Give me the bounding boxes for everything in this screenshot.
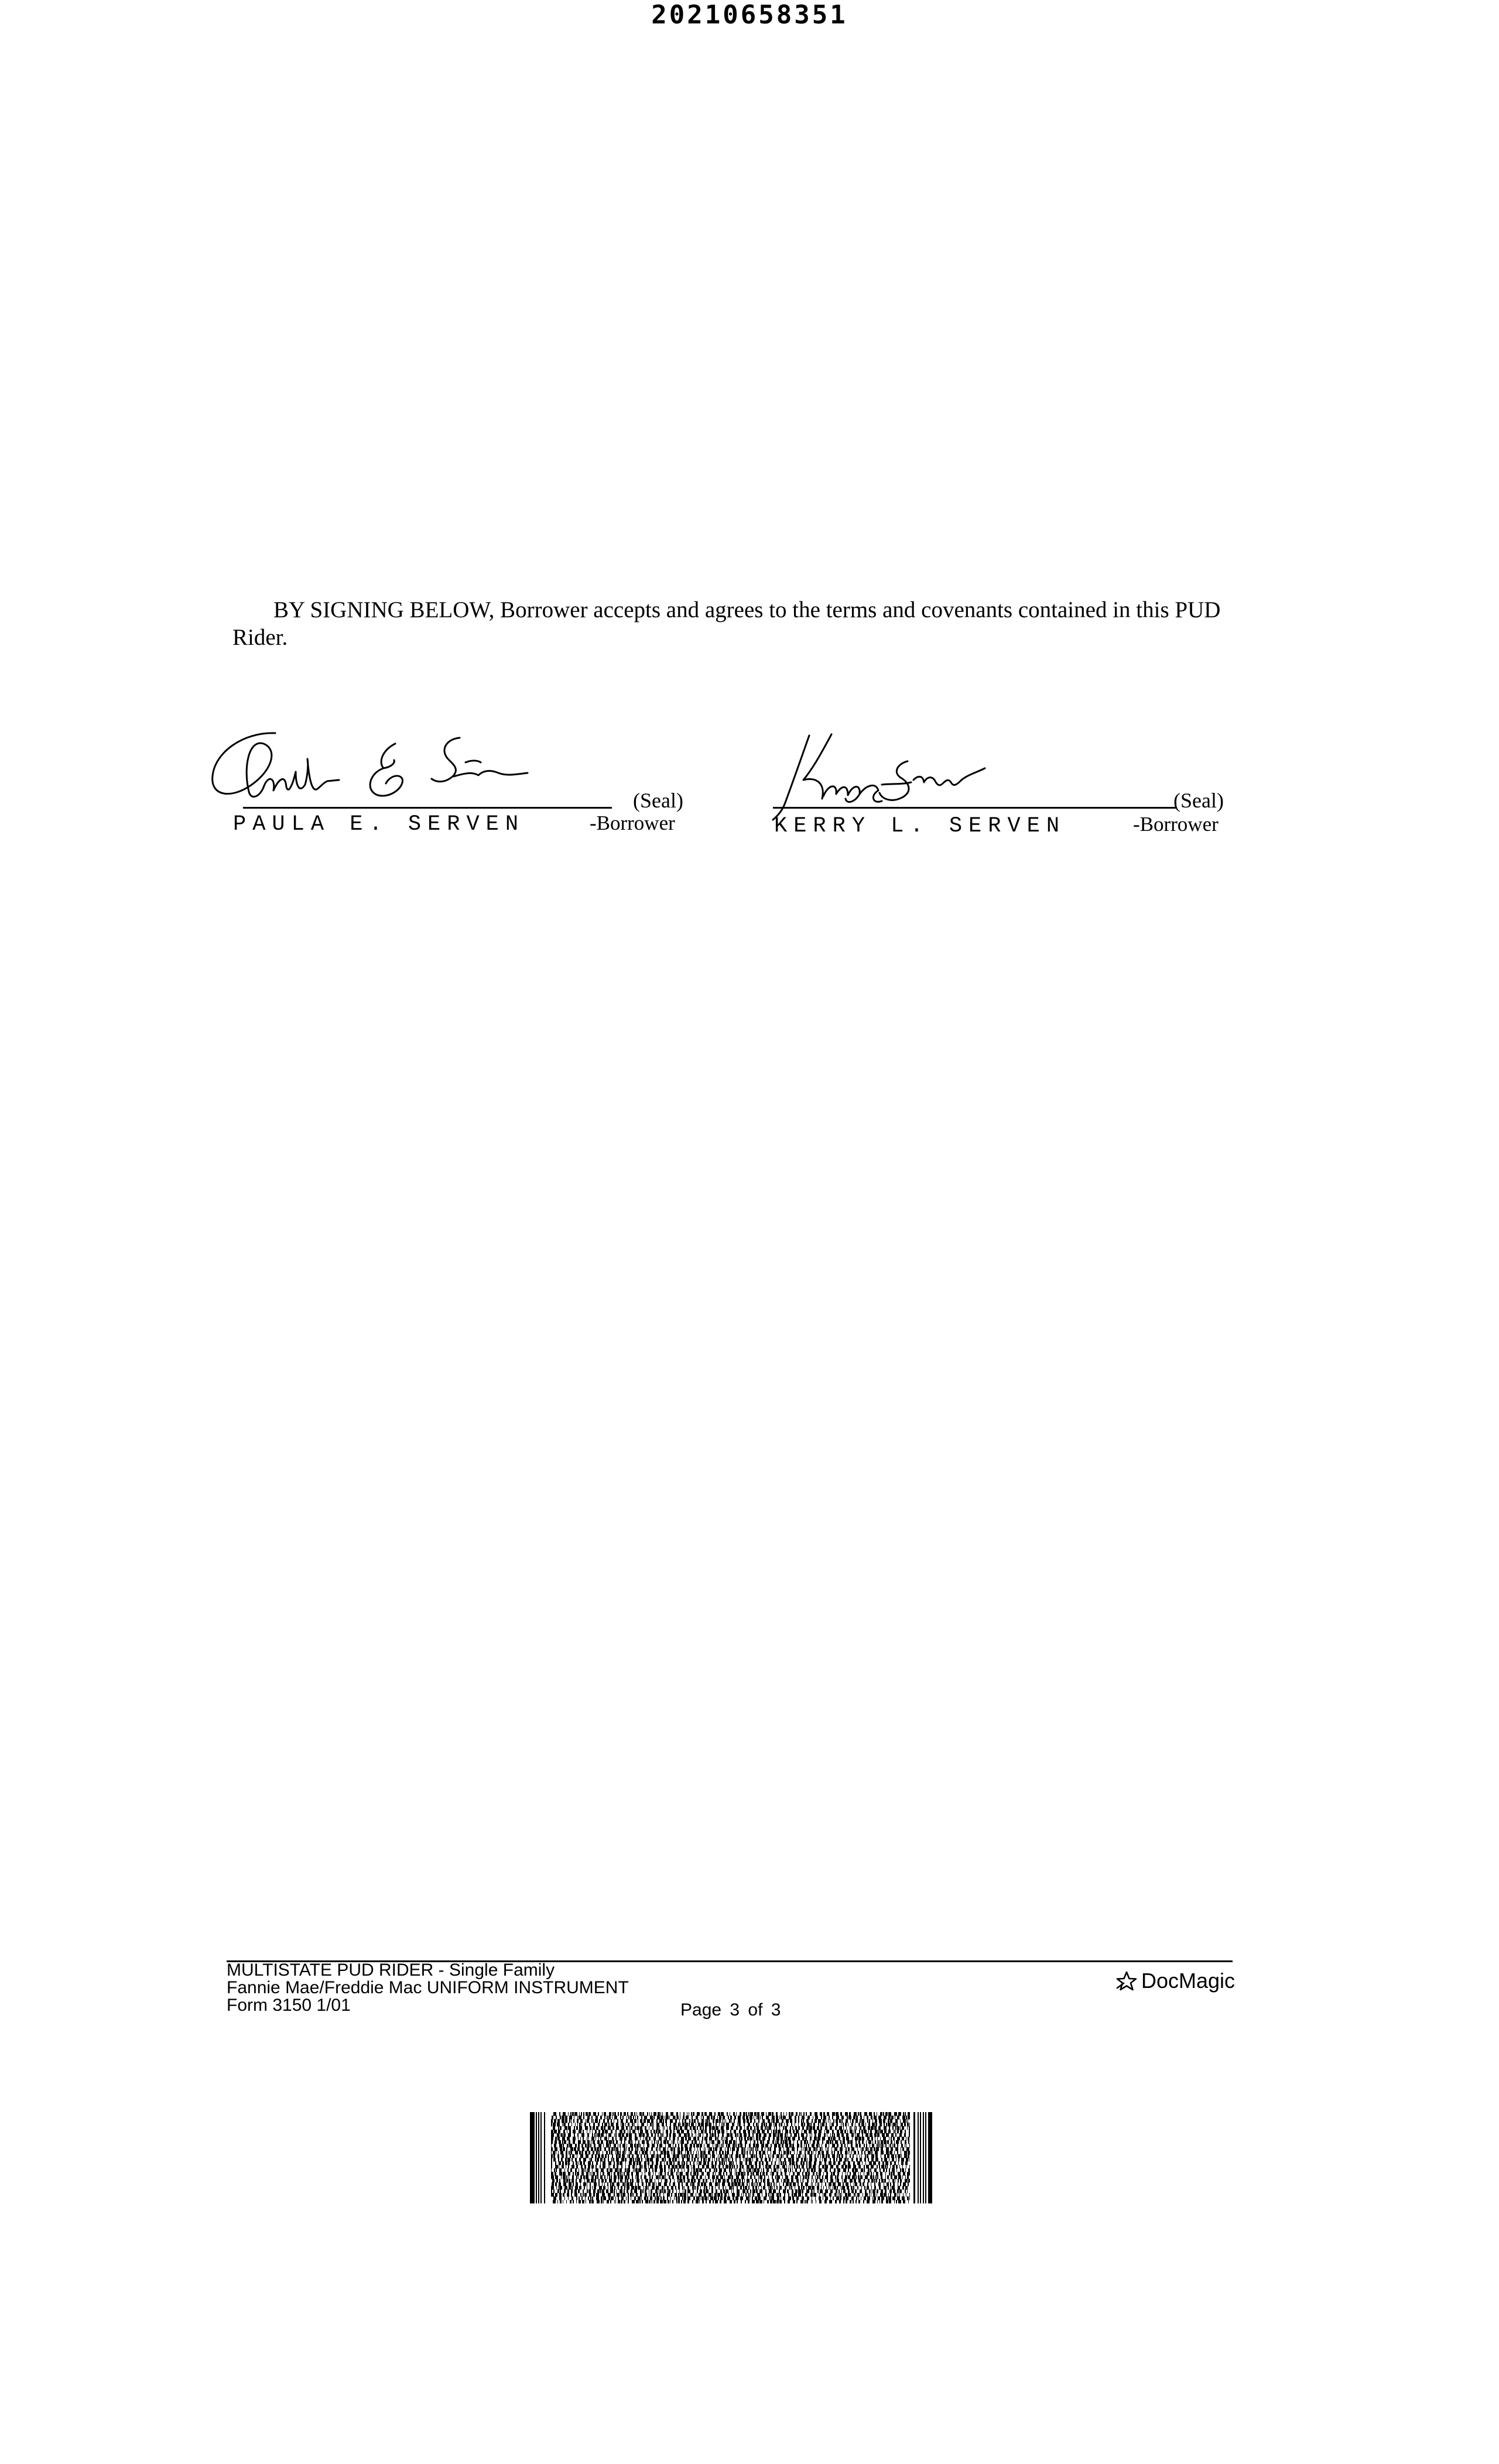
signature-kerry [767,726,1072,826]
form-number: Form 3150 1/01 [227,1996,351,2015]
signature-block-kerry [767,726,1236,855]
typed-name-paula: PAULA E. SERVEN [233,812,525,837]
borrower-label-kerry: -Borrower [1133,813,1219,836]
star-outline-icon [1115,1970,1138,1991]
signature-paula [208,726,618,820]
typed-name-kerry: KERRY L. SERVEN [774,814,1066,839]
agreement-line-2: Rider. [232,625,288,650]
document-number: 20210658351 [651,0,848,30]
form-source: Fannie Mae/Freddie Mac UNIFORM INSTRUMENT [227,1978,629,1997]
brand-name: DocMagic [1141,1969,1236,1993]
form-info [227,1962,629,2014]
signature-line-kerry [773,807,1177,809]
signature-block-paula [208,726,688,855]
seal-label-kerry: (Seal) [1173,789,1224,812]
signature-line-paula [243,807,612,809]
agreement-paragraph [232,596,1251,651]
seal-label-paula: (Seal) [633,789,683,812]
page-number: Page 3 of 3 [680,2000,781,2020]
form-title: MULTISTATE PUD RIDER - Single Family [227,1960,555,1980]
docmagic-logo [1115,1969,1235,1993]
borrower-label-paula: -Borrower [590,812,675,834]
barcode [530,2112,932,2203]
agreement-line-1: BY SIGNING BELOW, Borrower accepts and agrees to the terms and covenants contained in this PUD [273,597,1221,622]
